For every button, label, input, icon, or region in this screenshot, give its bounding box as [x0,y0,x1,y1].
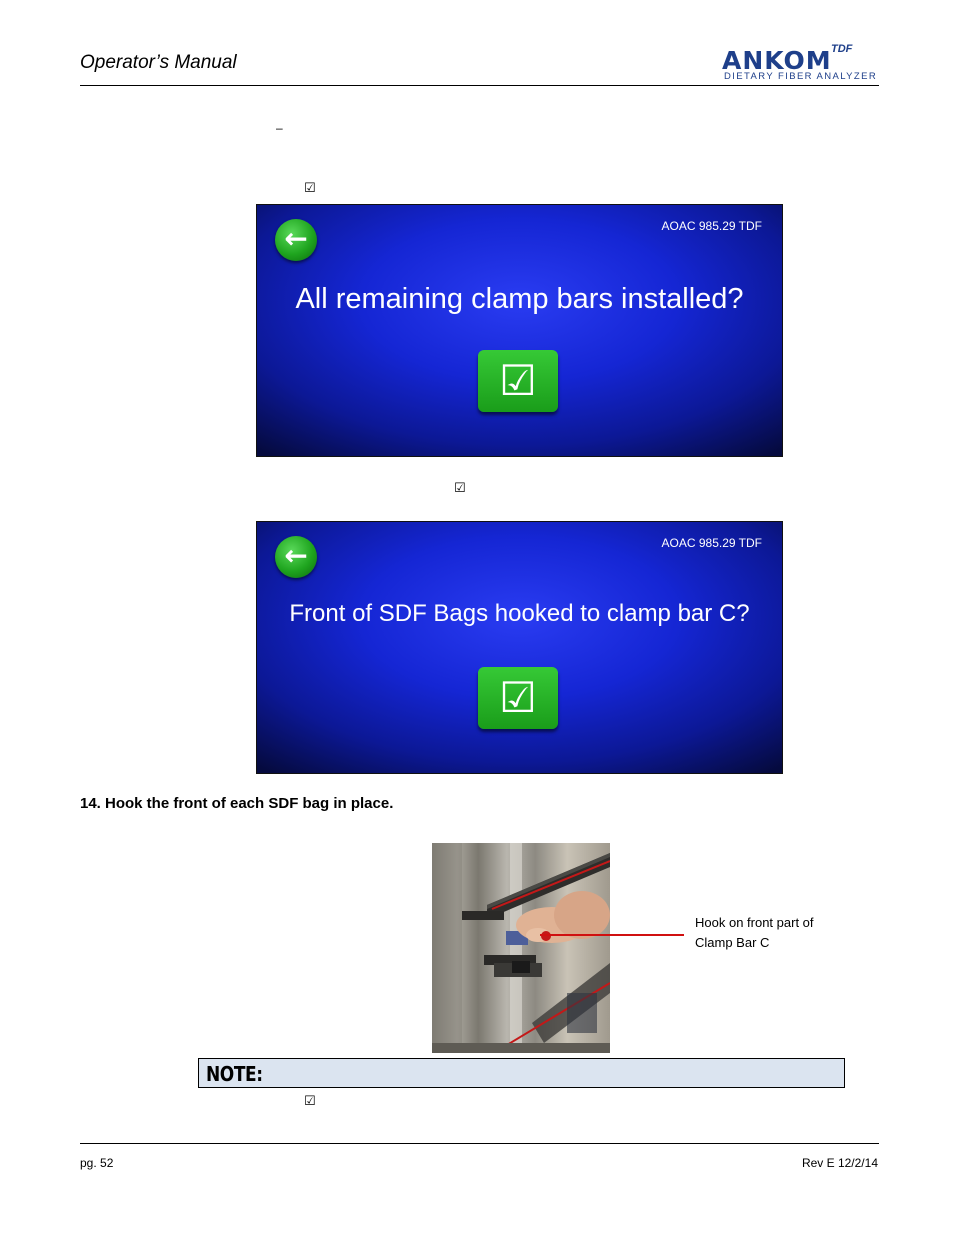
screen-question: All remaining clamp bars installed? [295,283,744,315]
back-arrow-button[interactable] [275,536,317,578]
checkbox-icon: ☑ [304,181,316,196]
touchscreen-panel-clamp-bars [256,204,783,457]
clamp-bar-photo [432,843,610,1053]
checkbox-icon: ☑ [304,1094,316,1109]
arrow-left-icon: ← [284,539,308,572]
confirm-check-button[interactable] [478,667,558,729]
arrow-left-icon: ← [284,222,308,255]
page-number: pg. 52 [80,1156,114,1170]
header-rule [80,85,879,86]
checkbox-icon: ☑ [499,673,537,722]
callout-line-1: Hook on front part of [695,915,814,930]
method-label: AOAC 985.29 TDF [661,536,762,550]
page-header-title: Operator’s Manual [80,52,237,73]
footer-rule [80,1143,879,1144]
photo-callout [695,913,814,953]
screen-question: Front of SDF Bags hooked to clamp bar C? [289,600,750,627]
step-heading: 14. Hook the front of each SDF bag in place. [80,795,394,812]
logo-superscript: TDF [831,43,853,55]
logo-subtitle: DIETARY FIBER ANALYZER [724,71,878,82]
logo-word: ANKOM [722,46,832,75]
revision-label: Rev E 12/2/14 [801,1156,878,1170]
clamp-bar-illustration [432,843,610,1053]
method-label: AOAC 985.29 TDF [661,219,762,233]
ankom-logo [722,43,882,86]
note-label: NOTE: [206,1062,263,1086]
dash-mark: – [276,121,283,135]
back-arrow-button[interactable] [275,219,317,261]
callout-line [540,934,684,936]
checkbox-icon: ☑ [499,356,537,405]
confirm-check-button[interactable] [478,350,558,412]
checkbox-icon: ☑ [454,481,466,496]
note-box [198,1058,845,1088]
callout-line-2: Clamp Bar C [695,935,770,950]
touchscreen-panel-sdf-bags [256,521,783,774]
